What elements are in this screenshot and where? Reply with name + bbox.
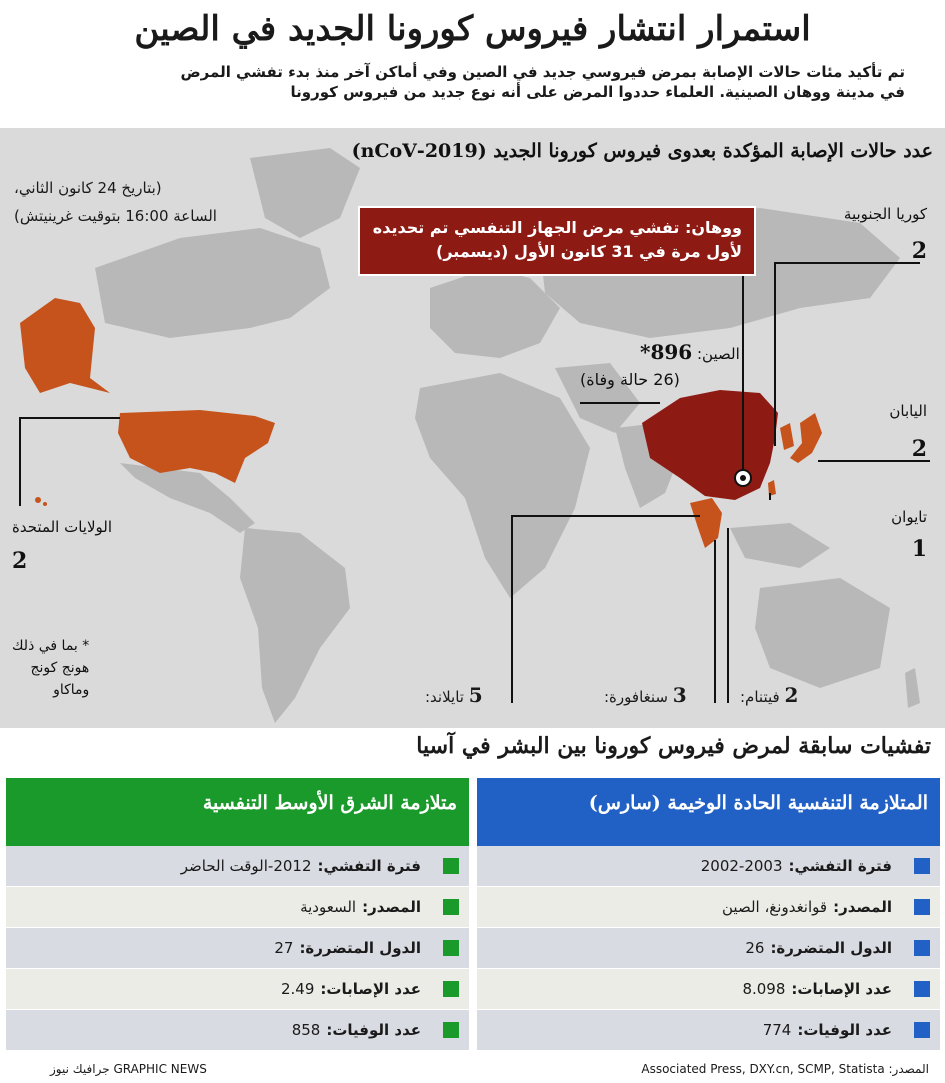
japan-shape	[790, 413, 822, 463]
footer	[0, 1058, 945, 1083]
thailand-label: تايلاند:	[425, 688, 464, 706]
singapore-label-group	[604, 683, 687, 707]
map-title: عدد حالات الإصابة المؤكدة بعدوى فيروس كورونا الجديد (2019-nCoV)	[351, 140, 933, 162]
green-square-icon	[443, 940, 459, 956]
subtitle-line-1: تم تأكيد مئات حالات الإصابة بمرض فيروسي جديد في الصين وفي أماكن آخر منذ بدء تفشي المرض	[180, 63, 905, 81]
sars-row-cases: عدد الإصابات: 8.098	[477, 969, 940, 1010]
date-note-line-2: الساعة 16:00 بتوقيت غرينيتش)	[14, 207, 217, 225]
usa-hawaii-dot	[35, 497, 41, 503]
blue-square-icon	[914, 981, 930, 997]
sars-panel	[477, 778, 940, 1051]
china-value: 896*	[640, 340, 693, 364]
wuhan-marker-dot	[740, 475, 746, 481]
greenland-shape	[250, 148, 360, 238]
china-label: الصين:	[697, 345, 740, 363]
south-korea-label: كوريا الجنوبية	[843, 205, 927, 223]
taiwan-value: 1	[911, 536, 927, 562]
brand-credit: GRAPHIC NEWS جرافيك نيوز	[50, 1062, 207, 1076]
usa-alaska-shape	[20, 298, 110, 393]
callout-line-2: لأول مرة في 31 كانون الأول (ديسمبر)	[436, 242, 742, 261]
africa-shape	[415, 373, 590, 598]
singapore-value: 3	[672, 683, 687, 707]
footnote-line-3: وماكاو	[53, 682, 90, 698]
mers-heading: متلازمة الشرق الأوسط التنفسية	[6, 778, 469, 846]
wuhan-callout	[358, 206, 756, 276]
sars-row-source: المصدر: قوانغدونغ، الصين	[477, 887, 940, 928]
footnote	[12, 635, 89, 701]
blue-square-icon	[914, 940, 930, 956]
vietnam-label-group	[740, 683, 798, 707]
mers-rows	[6, 846, 469, 1051]
thailand-vietnam-shape	[690, 498, 722, 548]
sars-heading: المتلازمة التنفسية الحادة الوخيمة (سارس)	[477, 778, 940, 846]
singapore-label: سنغافورة:	[604, 688, 668, 706]
mers-panel	[6, 778, 469, 1051]
sars-row-period: فترة التفشي: 2002-2003	[477, 846, 940, 887]
mers-row-period: فترة التفشي: 2012-الوقت الحاضر	[6, 846, 469, 887]
japan-label: اليابان	[889, 402, 927, 420]
blue-square-icon	[914, 899, 930, 915]
thailand-label-group	[425, 683, 483, 707]
mers-row-countries: الدول المتضررة: 27	[6, 928, 469, 969]
china-label-group	[640, 340, 740, 364]
indonesia-shape	[730, 523, 830, 568]
new-zealand-shape	[905, 668, 920, 708]
taiwan-label: تايوان	[891, 508, 927, 526]
green-square-icon	[443, 1022, 459, 1038]
callout-line-1: ووهان: تفشي مرض الجهاز التنفسي تم تحديده	[372, 218, 742, 237]
date-note	[14, 174, 217, 230]
blue-square-icon	[914, 858, 930, 874]
green-square-icon	[443, 981, 459, 997]
usa-label: الولايات المتحدة	[12, 518, 113, 536]
south-america-shape	[240, 528, 350, 723]
source-credit: المصدر: Associated Press, DXY.cn, SCMP, Statista	[641, 1062, 929, 1076]
sars-row-deaths: عدد الوفيات: 774	[477, 1010, 940, 1051]
green-square-icon	[443, 858, 459, 874]
mers-row-source: المصدر: السعودية	[6, 887, 469, 928]
subtitle-line-2: في مدينة ووهان الصينية. العلماء حددوا المرض على أنه نوع جديد من فيروس كورونا	[290, 83, 905, 101]
china-deaths: (26 حالة وفاة)	[580, 370, 680, 389]
japan-value: 2	[911, 436, 927, 462]
sars-row-countries: الدول المتضررة: 26	[477, 928, 940, 969]
page-title: استمرار انتشار فيروس كورونا الجديد في الصين	[134, 9, 811, 49]
mers-row-cases: عدد الإصابات: 2.49	[6, 969, 469, 1010]
header	[0, 0, 945, 130]
canada-shape	[95, 228, 330, 338]
footnote-line-1: * بما في ذلك	[12, 638, 90, 654]
south-korea-value: 2	[911, 238, 927, 264]
south-korea-shape	[780, 423, 794, 450]
footnote-line-2: هونج كونج	[30, 660, 90, 676]
usa-value: 2	[12, 548, 28, 574]
usa-hawaii-dot	[43, 502, 47, 506]
outbreaks-title: تفشيات سابقة لمرض فيروس كورونا بين البشر في آسيا	[416, 733, 931, 759]
thailand-value: 5	[468, 683, 483, 707]
europe-shape	[430, 268, 560, 358]
vietnam-value: 2	[784, 683, 799, 707]
date-note-line-1: (بتاريخ 24 كانون الثاني،	[14, 179, 162, 197]
green-square-icon	[443, 899, 459, 915]
blue-square-icon	[914, 1022, 930, 1038]
subtitle	[0, 52, 945, 102]
vietnam-label: فيتنام:	[740, 688, 780, 706]
sars-rows	[477, 846, 940, 1051]
usa-leader-line	[20, 418, 120, 506]
australia-shape	[755, 578, 890, 688]
mers-row-deaths: عدد الوفيات: 858	[6, 1010, 469, 1051]
